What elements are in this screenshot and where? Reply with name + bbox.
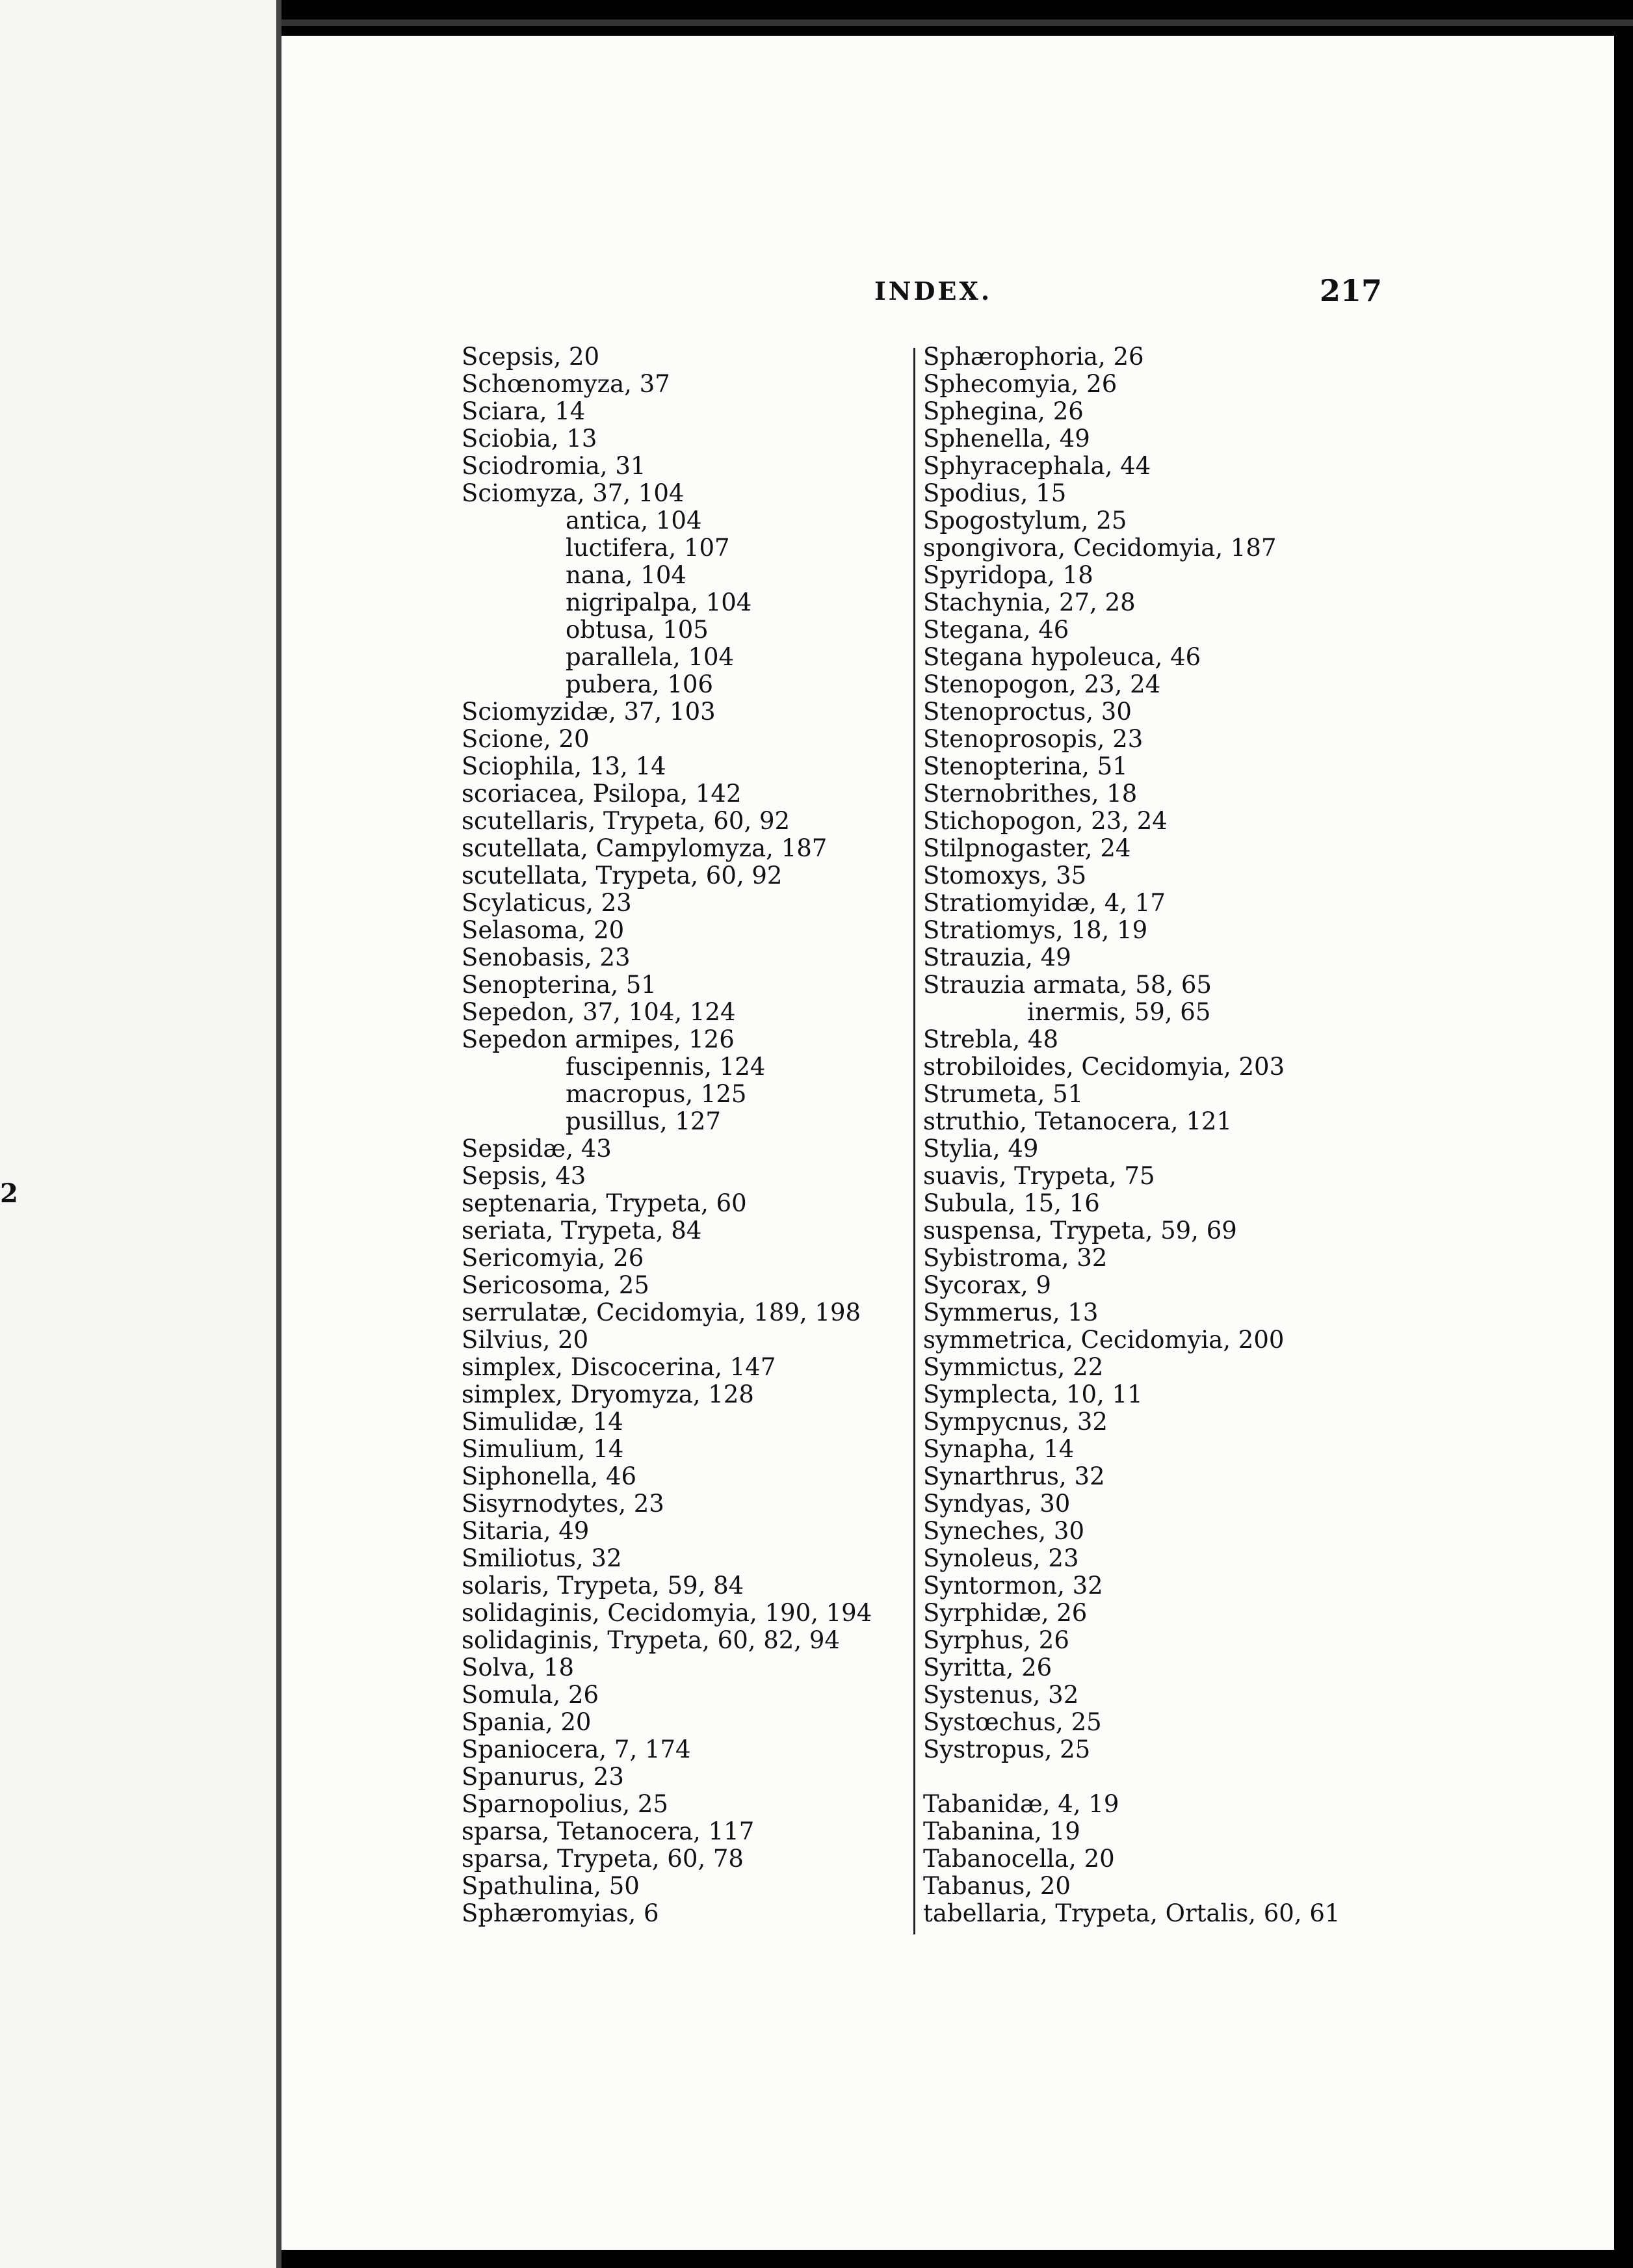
index-entry: Stylia, 49 [923, 1135, 1039, 1163]
index-entry: Sycorax, 9 [923, 1271, 1051, 1299]
index-entry: Sybistroma, 32 [923, 1244, 1108, 1272]
index-entry: Silvius, 20 [462, 1326, 589, 1354]
facing-page-number: 2 [0, 1178, 18, 1209]
index-entry: Sepedon, 37, 104, 124 [462, 998, 736, 1026]
index-entry: solaris, Trypeta, 59, 84 [462, 1572, 744, 1600]
index-entry: Scylaticus, 23 [462, 889, 632, 917]
index-entry: Sphæromyias, 6 [462, 1899, 659, 1927]
index-subentry: antica, 104 [566, 507, 702, 534]
index-entry: Sphyracephala, 44 [923, 452, 1151, 480]
index-entry: scutellata, Trypeta, 60, 92 [462, 862, 783, 890]
index-entry: symmetrica, Cecidomyia, 200 [923, 1326, 1285, 1354]
index-entry: Sepsidæ, 43 [462, 1135, 612, 1163]
index-entry: Syndyas, 30 [923, 1490, 1071, 1518]
index-column-left [462, 343, 872, 1927]
index-entry: strobiloides, Cecidomyia, 203 [923, 1053, 1285, 1081]
index-entry: Spodius, 15 [923, 479, 1067, 507]
index-entry: Simulidæ, 14 [462, 1408, 623, 1436]
index-entry: Sternobrithes, 18 [923, 780, 1138, 808]
index-entry: Spathulina, 50 [462, 1872, 640, 1900]
index-entry: Sphærophoria, 26 [923, 343, 1144, 371]
index-subentry: fuscipennis, 124 [566, 1053, 766, 1081]
index-entry: Tabanocella, 20 [923, 1845, 1115, 1873]
index-entry: Symplecta, 10, 11 [923, 1380, 1143, 1408]
page-title: INDEX. [874, 276, 993, 306]
index-entry: Symmerus, 13 [923, 1299, 1099, 1326]
index-entry: Sympycnus, 32 [923, 1408, 1108, 1436]
index-entry: solidaginis, Trypeta, 60, 82, 94 [462, 1626, 840, 1654]
index-entry: Somula, 26 [462, 1681, 599, 1709]
index-entry: Siphonella, 46 [462, 1462, 637, 1490]
index-entry: Subula, 15, 16 [923, 1189, 1100, 1217]
index-entry: Spyridopa, 18 [923, 561, 1093, 589]
index-entry: Sciodromia, 31 [462, 452, 646, 480]
index-subentry: obtusa, 105 [566, 616, 709, 644]
index-entry: Systropus, 25 [923, 1735, 1091, 1763]
index-subentry: parallela, 104 [566, 643, 735, 671]
index-entry: scutellaris, Trypeta, 60, 92 [462, 807, 790, 835]
index-entry: struthio, Tetanocera, 121 [923, 1107, 1232, 1135]
index-entry: Senopterina, 51 [462, 971, 657, 999]
index-entry: Sericosoma, 25 [462, 1271, 649, 1299]
index-subentry: nana, 104 [566, 561, 686, 589]
index-subentry: inermis, 59, 65 [1027, 998, 1211, 1026]
index-entry: Schœnomyza, 37 [462, 370, 670, 398]
index-entry: Stomoxys, 35 [923, 862, 1087, 890]
index-entry: Stegana hypoleuca, 46 [923, 643, 1201, 671]
index-entry: septenaria, Trypeta, 60 [462, 1189, 747, 1217]
index-entry: spongivora, Cecidomyia, 187 [923, 534, 1277, 562]
index-entry: Senobasis, 23 [462, 943, 631, 971]
index-entry: solidaginis, Cecidomyia, 190, 194 [462, 1599, 872, 1627]
index-entry: Smiliotus, 32 [462, 1544, 622, 1572]
index-entry: Syrphidæ, 26 [923, 1599, 1088, 1627]
column-divider [913, 348, 915, 1934]
index-subentry: pusillus, 127 [566, 1107, 721, 1135]
index-entry: simplex, Dryomyza, 128 [462, 1380, 754, 1408]
index-entry: Symmictus, 22 [923, 1353, 1104, 1381]
index-entry: Sericomyia, 26 [462, 1244, 644, 1272]
index-subentry: luctifera, 107 [566, 534, 730, 562]
index-entry: Scione, 20 [462, 725, 590, 753]
index-entry: Simulium, 14 [462, 1435, 624, 1463]
index-entry: Sisyrnodytes, 23 [462, 1490, 664, 1518]
index-entry: sparsa, Trypeta, 60, 78 [462, 1845, 744, 1873]
index-entry: Strauzia armata, 58, 65 [923, 971, 1212, 999]
index-entry: suavis, Trypeta, 75 [923, 1162, 1155, 1190]
index-entry: scoriacea, Psilopa, 142 [462, 780, 742, 808]
index-entry: Sitaria, 49 [462, 1517, 590, 1545]
index-entry: Syrphus, 26 [923, 1626, 1069, 1654]
index-subentry: nigripalpa, 104 [566, 588, 752, 616]
index-entry: Spogostylum, 25 [923, 507, 1127, 534]
index-entry: Synapha, 14 [923, 1435, 1075, 1463]
index-entry: Stratiomyidæ, 4, 17 [923, 889, 1166, 917]
index-entry: Sphecomyia, 26 [923, 370, 1117, 398]
index-entry: Tabanidæ, 4, 19 [923, 1790, 1119, 1818]
index-entry: scutellata, Campylomyza, 187 [462, 834, 828, 862]
index-entry: sparsa, Tetanocera, 117 [462, 1817, 755, 1845]
index-entry: Stenoproctus, 30 [923, 698, 1132, 726]
index-entry: Strumeta, 51 [923, 1080, 1084, 1108]
index-entry: serrulatæ, Cecidomyia, 189, 198 [462, 1299, 861, 1326]
index-entry: Stachynia, 27, 28 [923, 588, 1136, 616]
index-entry: Sphegina, 26 [923, 397, 1084, 425]
index-entry: Sciobia, 13 [462, 425, 597, 453]
index-entry: Stilpnogaster, 24 [923, 834, 1131, 862]
index-entry: suspensa, Trypeta, 59, 69 [923, 1217, 1237, 1245]
index-entry: Sciara, 14 [462, 397, 586, 425]
index-entry: Spaniocera, 7, 174 [462, 1735, 691, 1763]
index-entry: Syneches, 30 [923, 1517, 1085, 1545]
index-entry: Stenopterina, 51 [923, 752, 1128, 780]
index-entry: Spanurus, 23 [462, 1763, 624, 1791]
index-entry: Strebla, 48 [923, 1025, 1058, 1053]
index-entry: Systœchus, 25 [923, 1708, 1102, 1736]
page-number: 217 [1320, 273, 1383, 308]
index-entry: Stegana, 46 [923, 616, 1069, 644]
index-entry: Stratiomys, 18, 19 [923, 916, 1148, 944]
index-entry: Systenus, 32 [923, 1681, 1079, 1709]
index-entry: Stenoprosopis, 23 [923, 725, 1143, 753]
index-entry: Strauzia, 49 [923, 943, 1071, 971]
index-entry: seriata, Trypeta, 84 [462, 1217, 702, 1245]
index-subentry: pubera, 106 [566, 670, 713, 698]
index-entry: Tabanina, 19 [923, 1817, 1080, 1845]
index-entry: Sepedon armipes, 126 [462, 1025, 735, 1053]
facing-page-strip [0, 0, 281, 2268]
index-entry: Sphenella, 49 [923, 425, 1090, 453]
index-entry: simplex, Discocerina, 147 [462, 1353, 776, 1381]
index-entry: Sciomyzidæ, 37, 103 [462, 698, 716, 726]
index-entry: Tabanus, 20 [923, 1872, 1071, 1900]
index-entry: Sepsis, 43 [462, 1162, 586, 1190]
index-entry: Solva, 18 [462, 1654, 575, 1681]
index-entry: Scepsis, 20 [462, 343, 600, 371]
index-entry: Stichopogon, 23, 24 [923, 807, 1168, 835]
index-entry: Sciophila, 13, 14 [462, 752, 666, 780]
index-entry: Syntormon, 32 [923, 1572, 1103, 1600]
index-entry: Spania, 20 [462, 1708, 592, 1736]
index-entry: Stenopogon, 23, 24 [923, 670, 1161, 698]
index-entry: Synoleus, 23 [923, 1544, 1079, 1572]
index-entry: Synarthrus, 32 [923, 1462, 1105, 1490]
index-subentry: macropus, 125 [566, 1080, 747, 1108]
index-entry: Sparnopolius, 25 [462, 1790, 668, 1818]
index-entry: tabellaria, Trypeta, Ortalis, 60, 61 [923, 1899, 1340, 1927]
index-entry: Sciomyza, 37, 104 [462, 479, 685, 507]
index-entry: Syritta, 26 [923, 1654, 1052, 1681]
index-entry: Selasoma, 20 [462, 916, 625, 944]
page-top-edge [281, 20, 1633, 26]
index-column-right [923, 343, 1340, 1927]
